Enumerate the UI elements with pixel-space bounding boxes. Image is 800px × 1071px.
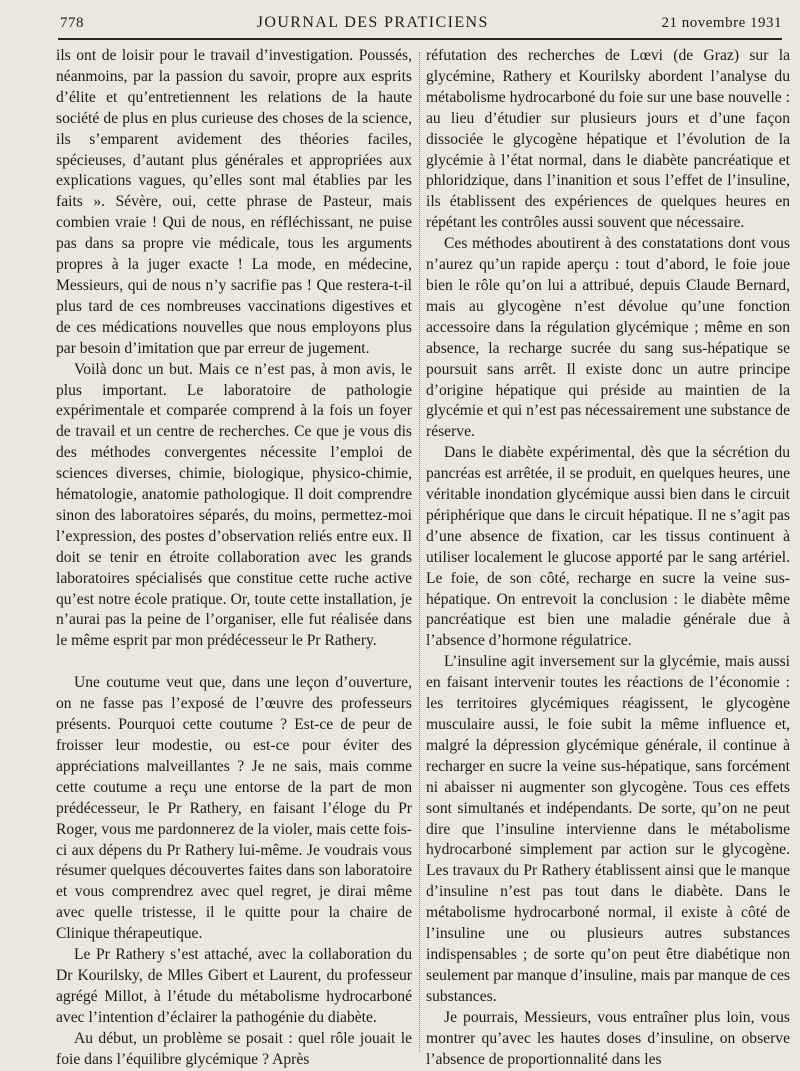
paragraph: Je pourrais, Messieurs, vous entraîner plus loin, vous montrer qu’avec les hautes doses d’insuline, on observe l’absence de proportionnalité dans les bbox=[426, 1008, 790, 1068]
right-column bbox=[426, 46, 790, 1070]
left-column bbox=[56, 46, 412, 1071]
page-header bbox=[60, 14, 782, 32]
journal-title: JOURNAL DES PRATICIENS bbox=[256, 14, 489, 31]
header-rule bbox=[58, 38, 782, 40]
paragraph: L’insuline agit inversement sur la glycémie, mais aussi en faisant intervenir toutes les réactions de l’économie : les territoires glycémiques réagissent, le glycogène musculaire aussi, le foie subit la même influence et, malgré la dépression glycémique générale, il continue à recharger en sucre la veine sus-hépatique, sans forcément ni abaisser ni augmenter son glycogène. Tous ces effets sont simultanés et indépendants. De sorte, qu’on ne peut dire que l’insuline intervienne dans le métabolisme hydrocarboné simplement par action sur le glycogène. Les travaux du Pr Rathery établissent ainsi que le manque d’insuline n’est pas tout dans le diabète. Dans le métabolisme hydrocarboné normal, il existe à côté de l’insuline une ou plusieurs autres substances indispensables ; de sorte qu’on peut être diabétique non seulement par manque d’insuline, mais par manque de ces substances. bbox=[426, 653, 790, 1005]
column-divider bbox=[419, 52, 420, 1052]
paragraph: Le Pr Rathery s’est attaché, avec la collaboration du Dr Kourilsky, de Mlles Gibert et Laurent, du professeur agrégé Millot, à l’étude du métabolisme hydrocarboné avec l’intention d’éclairer la pathogénie du diabète. bbox=[56, 946, 412, 1026]
issue-date: 21 novembre 1931 bbox=[661, 15, 782, 31]
paragraph: Au début, un problème se posait : quel rôle jouait le foie dans l’équilibre glycémique ? Après bbox=[56, 1029, 412, 1068]
paragraph: Voilà donc un but. Mais ce n’est pas, à mon avis, le plus important. Le laboratoire de pathologie expérimentale et comparée comprend à la fois un foyer de travail et un centre de recherches. Ce que je vous dis des méthodes convergentes nécessite l’emploi de sciences diverses, chimie, biologique, physico-chimie, hématologie, anatomie pathologique. Il doit comprendre sinon des laboratoires séparés, du moins, permettez-moi l’expression, des postes d’observation reliés entre eux. Il doit se tenir en étroite collaboration avec les grands laboratoires spécialisés que constitue cette ruche active qu’est notre école pratique. Or, toute cette installation, je n’aurai pas la peine de l’organiser, elle fut réalisée dans le même esprit par mon prédécesseur le Pr Rathery. bbox=[56, 360, 412, 650]
paragraph: Ces méthodes aboutirent à des constatations dont vous n’aurez qu’un rapide aperçu : tout d’abord, le foie joue bien le rôle qu’on lui a attribué, depuis Claude Bernard, mais au glycogène n’est dévolue qu’une fonction accessoire dans la régulation glycémique ; même en son absence, la recharge sucrée du sang sus-hépatique se poursuit sans arrêt. Il existe donc un autre principe d’origine hépatique qui préside au maintien de la glycémie et qui n’est pas nécessairement une substance de réserve. bbox=[426, 235, 790, 441]
paragraph: ils ont de loisir pour le travail d’investigation. Poussés, néanmoins, par la passion du savoir, propre aux esprits d’élite et qu’entretiennent les relations de la haute société de plus en plus curieuse des choses de la science, ils s’emparent avidement des théories faciles, spécieuses, d’autant plus générales et appropriées aux explications vagues, qu’elles sont mal établies par les faits ». Sévère, oui, cette phrase de Pasteur, mais combien vraie ! Qui de nous, en réfléchissant, ne puise pas dans sa propre vie médicale, tous les arguments propres à la juger exacte ! La mode, en médecine, Messieurs, qui de nous n’y sacrifie pas ! Que restera-t-il plus tard de ces nombreuses vaccinations digestives et de ces médications nouvelles que nous employons plus par besoin d’imitation que par erreur de jugement. bbox=[56, 47, 412, 357]
page-number: 778 bbox=[60, 15, 84, 31]
paragraph: Dans le diabète expérimental, dès que la sécrétion du pancréas est arrêtée, il se produit, en quelques heures, une véritable inondation glycémique aussi bien dans le circuit périphérique que dans le circuit hépatique. Il ne s’agit pas d’une absence de fixation, car les tissus continuent à utiliser localement le glucose apporté par le sang artériel. Le foie, de son côté, recharge en sucre la veine sus-hépatique. On entrevoit la conclusion : le diabète même pancréatique est bien une maladie générale due à l’absence d’hormone régulatrice. bbox=[426, 444, 790, 650]
paragraph: Une coutume veut que, dans une leçon d’ouverture, on ne fasse pas l’exposé de l’œuvre des professeurs présents. Pourquoi cette coutume ? Est-ce de peur de froisser leur modestie, ou est-ce pour éviter des appréciations malveillantes ? Je ne sais, mais comme cette coutume a reçu une entorse de la part de mon prédécesseur, le Pr Rathery, en faisant l’éloge du Pr Roger, vous me pardonnerez de la violer, mais cette fois-ci aux dépens du Pr Rathery lui-même. Je voudrais vous résumer quelques découvertes faites dans son laboratoire et vous comprendrez avec quel regret, je dirai même avec quelle tristesse, il le quitte pour la chaire de Clinique thérapeutique. bbox=[56, 674, 412, 943]
paragraph: réfutation des recherches de Lœvi (de Graz) sur la glycémine, Rathery et Kourilsky abordent l’analyse du métabolisme hydrocarboné du foie sur une base nouvelle : au lieu d’étudier sur plusieurs jours et d’une façon dissociée le glycogène hépatique et l’évolution de la glycémie à l’état normal, dans le diabète pancréatique et phloridzique, dans l’inanition et sous l’effet de l’insuline, ils établissent des expériences de quelques heures en répétant les contrôles aussi souvent que nécessaire. bbox=[426, 47, 790, 232]
